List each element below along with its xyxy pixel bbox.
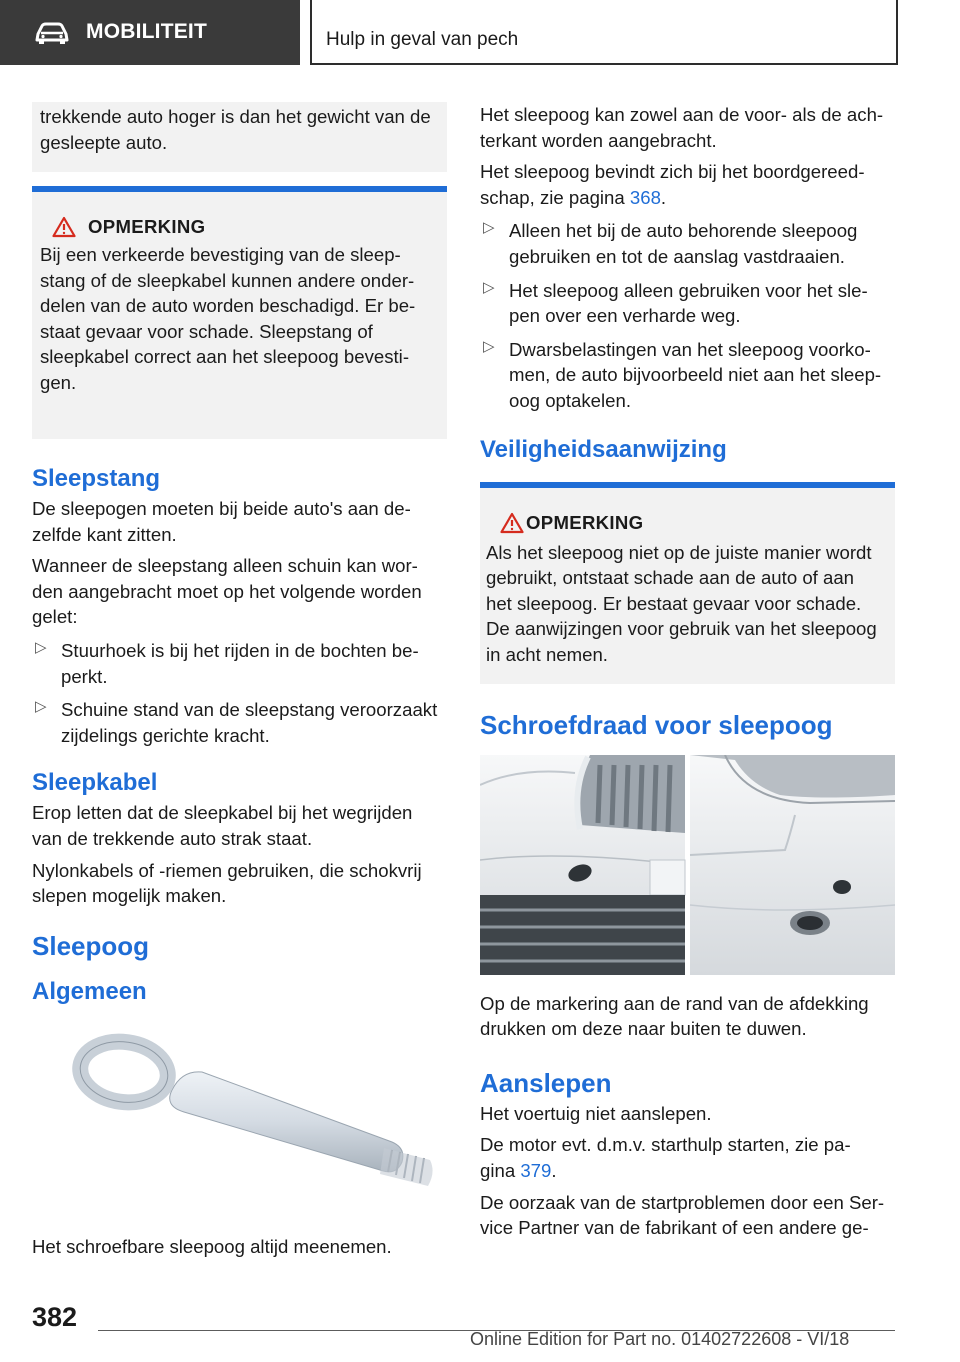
text-line <box>480 185 895 211</box>
sleepstang-para-1 <box>32 496 447 547</box>
text-line: den aangebracht moet op het volgende worden <box>32 580 422 602</box>
note-line: Als het sleepoog niet op de juiste manier wordt <box>486 541 872 563</box>
heading-algemeen: Algemeen <box>32 977 147 1005</box>
note-line: sleepkabel correct aan het sleepoog bevesti- <box>40 346 410 368</box>
page-number: 382 <box>32 1302 78 1332</box>
bullet-triangle-icon: ▷ <box>35 638 47 656</box>
bullet-triangle-icon: ▷ <box>483 337 495 355</box>
text-fragment: . <box>660 186 667 208</box>
warning-triangle-icon <box>500 512 524 534</box>
text-line: van de trekkende auto strak staat. <box>32 827 313 849</box>
text-line: Op de markering aan de rand van de afdekking <box>480 992 869 1014</box>
text-line: Stuurhoek is bij het rijden in de bochten be- <box>61 639 419 661</box>
note-body <box>40 242 415 396</box>
text-line: Wanneer de sleepstang alleen schuin kan wor- <box>32 555 418 577</box>
text-line: Het sleepoog bevindt zich bij het boordgereed- <box>480 161 865 183</box>
text-line: zelfde kant zitten. <box>32 523 177 545</box>
bullet-triangle-icon: ▷ <box>483 219 495 237</box>
right-para-1 <box>480 102 895 153</box>
text-line: Schuine stand van de sleepstang veroorzaakt <box>61 699 438 721</box>
text-line: terkant worden aangebracht. <box>480 129 717 151</box>
footer-edition: Online Edition for Part no. 01402722608 - VI/18 <box>470 1329 850 1349</box>
note-line: delen van de auto worden beschadigd. Er be- <box>40 295 416 317</box>
note-title: OPMERKING <box>526 511 644 533</box>
text-line: Alleen het bij de auto behorende sleepoog <box>509 220 858 242</box>
note-line: gen. <box>40 371 77 393</box>
bumper-images <box>480 755 895 975</box>
heading-sleepstang: Sleepstang <box>32 465 161 492</box>
heading-sleepkabel: Sleepkabel <box>32 769 158 797</box>
note-line: gebruikt, ontstaat schade aan de auto of aan <box>486 567 855 589</box>
note-line: stang of de sleepkabel kunnen andere onder- <box>40 269 415 291</box>
text-fragment: . <box>551 1159 557 1181</box>
text-line: De oorzaak van de startproblemen door een Ser- <box>480 1191 885 1213</box>
page-link-379[interactable]: 379 <box>520 1159 552 1181</box>
text-fragment: gina <box>480 1159 521 1181</box>
text-line: Nylonkabels of -riemen gebruiken, die schokvrij <box>32 859 422 881</box>
warning-triangle-icon <box>52 216 76 238</box>
text-line: De motor evt. d.m.v. starthulp starten, zie pa- <box>480 1134 851 1156</box>
text-line: men, de auto bijvoorbeeld niet aan het sleep- <box>509 364 882 386</box>
text-line <box>480 1158 895 1184</box>
bullet-triangle-icon: ▷ <box>35 698 47 716</box>
aanslepen-para-1: Het voertuig niet aanslepen. <box>480 1102 712 1124</box>
list-item <box>32 638 447 689</box>
text-line: Het sleepoog kan zowel aan de voor- als de ach- <box>480 104 884 125</box>
note-line: De aanwijzingen voor gebruik van het sleepoog <box>486 618 877 640</box>
list-item <box>480 278 895 329</box>
right-para-2 <box>480 159 895 210</box>
note-body <box>486 540 877 668</box>
heading-aanslepen: Aanslepen <box>480 1067 612 1098</box>
bullet-triangle-icon: ▷ <box>483 278 495 296</box>
schroefdraad-text <box>480 991 895 1042</box>
section-title: MOBILITEIT <box>86 20 207 43</box>
sleepstang-para-2 <box>32 553 447 630</box>
note-continuation <box>32 102 447 172</box>
right-column <box>480 102 895 1241</box>
front-bumper-photo <box>480 755 685 975</box>
list-item <box>480 337 895 414</box>
text-fragment: schap, zie pagina <box>480 186 630 208</box>
warning-note <box>32 192 447 439</box>
list-item <box>480 218 895 269</box>
note-line: Bij een verkeerde bevestiging van de sleep- <box>40 244 401 265</box>
text-line: vice Partner van de fabrikant of een andere ge- <box>480 1217 869 1239</box>
chapter-tab[interactable] <box>310 0 898 65</box>
note-continuation-text: trekkende auto hoger is dan het gewicht van de gesleepte auto. <box>40 106 431 153</box>
text-line: pen over een verharde weg. <box>509 305 741 327</box>
heading-sleepoog: Sleepoog <box>32 930 150 961</box>
text-line: perkt. <box>61 665 108 687</box>
text-line: Dwarsbelastingen van het sleepoog voorko- <box>509 338 871 360</box>
text-line: De sleepogen moeten bij beide auto's aan de- <box>32 498 411 519</box>
heading-veiligheidsaanwijzing: Veiligheidsaanwijzing <box>480 435 727 463</box>
list-item <box>32 697 447 748</box>
chapter-title: Hulp in geval van pech <box>326 29 519 50</box>
text-line: oog optakelen. <box>509 389 631 411</box>
aanslepen-para-3 <box>480 1190 895 1241</box>
sleepkabel-para-1 <box>32 800 447 851</box>
text-line: gelet: <box>32 606 78 628</box>
text-line: slepen mogelijk maken. <box>32 885 227 907</box>
aanslepen-para-2 <box>480 1132 895 1183</box>
warning-note <box>480 488 895 684</box>
text-line: drukken om deze naar buiten te duwen. <box>480 1018 807 1040</box>
text-line: Het sleepoog alleen gebruiken voor het sle- <box>509 279 868 301</box>
image-caption: Het schroefbare sleepoog altijd meenemen. <box>32 1235 392 1257</box>
section-tab[interactable] <box>0 0 300 65</box>
note-line: het sleepoog. Er bestaat gevaar voor schade. <box>486 592 862 614</box>
text-line: gebruiken en tot de aanslag vastdraaien. <box>509 245 845 267</box>
note-title: OPMERKING <box>88 216 206 237</box>
text-line: zijdelings gerichte kracht. <box>61 724 270 746</box>
rear-bumper-photo <box>690 755 895 975</box>
tow-eye-image <box>32 1032 447 1210</box>
page-link-368[interactable]: 368 <box>629 186 661 208</box>
note-line: in acht nemen. <box>486 643 608 665</box>
heading-schroefdraad: Schroefdraad voor sleepoog <box>480 709 833 740</box>
car-icon <box>34 22 70 49</box>
text-line: Erop letten dat de sleepkabel bij het wegrijden <box>32 802 413 824</box>
left-column <box>32 102 447 1259</box>
note-line: staat gevaar voor schade. Sleepstang of <box>40 320 373 342</box>
sleepkabel-para-2 <box>32 858 447 909</box>
